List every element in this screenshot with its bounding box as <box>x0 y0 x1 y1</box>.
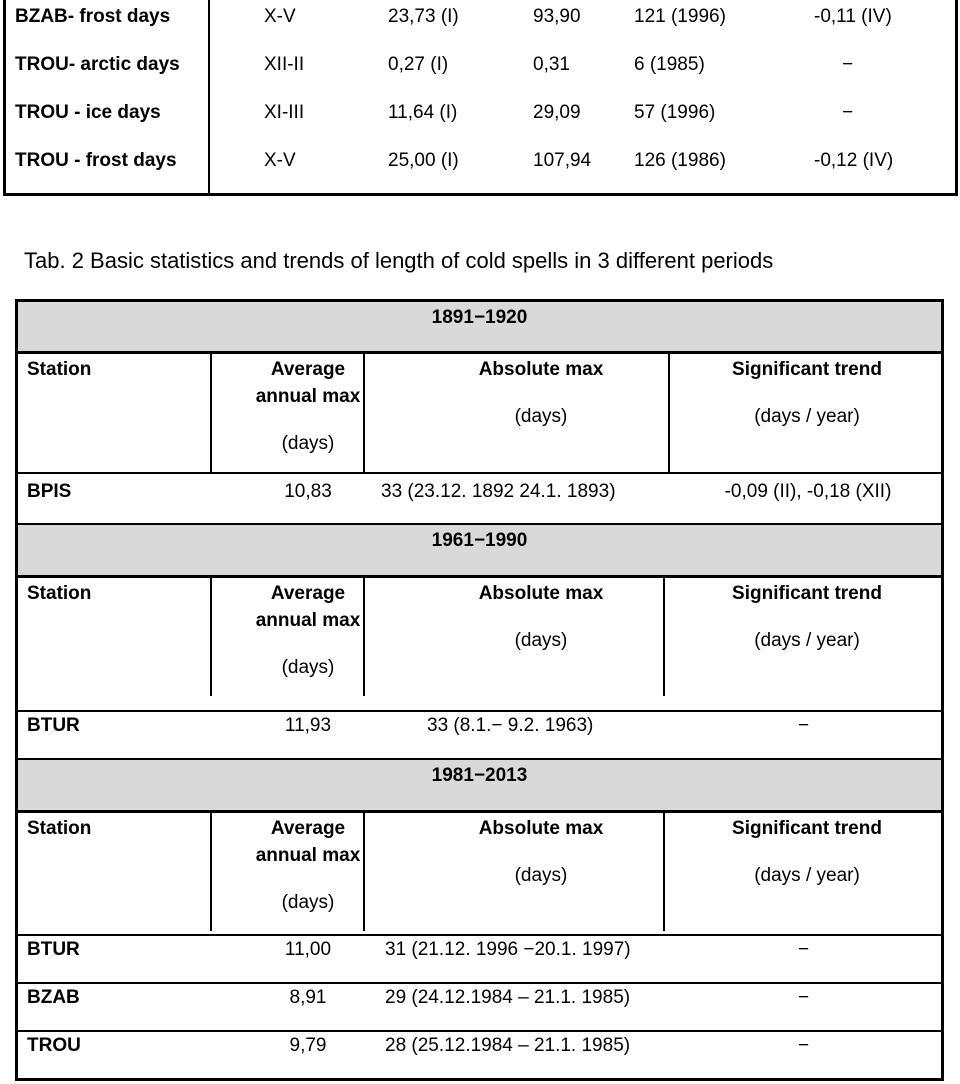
row-absolute-max: 33 (23.12. 1892 24.1. 1893) <box>381 481 616 502</box>
header-trend: Significant trend <box>732 583 882 604</box>
row-divider <box>18 982 941 984</box>
header-station: Station <box>27 359 92 380</box>
row-trend: -0,11 (IV) <box>814 6 892 27</box>
row-absolute-max: 33 (8.1.− 9.2. 1963) <box>427 715 594 736</box>
row-average: 11,93 <box>284 715 332 736</box>
header-trend: Significant trend <box>732 359 882 380</box>
header-trend-unit: (days / year) <box>754 630 860 651</box>
column-divider <box>210 578 212 696</box>
header-station: Station <box>27 818 92 839</box>
header-absolute-unit: (days) <box>514 406 568 427</box>
header-station: Station <box>27 583 92 604</box>
row-average: 11,00 <box>284 939 332 960</box>
row-average: 8,91 <box>289 987 327 1008</box>
table-row <box>6 144 955 192</box>
header-average-line2: annual max <box>255 845 361 866</box>
row-absolute-max: 29 (24.12.1984 – 21.1. 1985) <box>385 987 631 1008</box>
row-name: TROU- arctic days <box>15 54 180 75</box>
header-trend-unit: (days / year) <box>754 406 860 427</box>
header-trend: Significant trend <box>732 818 882 839</box>
row-variance: 107,94 <box>533 150 592 171</box>
period-header <box>18 760 941 813</box>
row-variance: 93,90 <box>533 6 581 27</box>
row-station: TROU <box>27 1035 81 1056</box>
row-divider <box>18 710 941 712</box>
row-divider <box>18 934 941 936</box>
row-divider <box>18 1030 941 1032</box>
column-divider <box>210 813 212 931</box>
row-trend: − <box>798 715 810 736</box>
row-absolute-max: 28 (25.12.1984 – 21.1. 1985) <box>385 1035 631 1056</box>
period-label: 1891−1920 <box>431 307 528 328</box>
row-average: 25,00 (I) <box>388 150 459 171</box>
header-absolute-unit: (days) <box>514 865 568 886</box>
row-station: BZAB <box>27 987 80 1008</box>
row-trend: − <box>798 939 810 960</box>
row-absolute-max: 31 (21.12. 1996 −20.1. 1997) <box>385 939 631 960</box>
header-average-unit: (days) <box>281 892 335 913</box>
row-trend: − <box>798 987 810 1008</box>
header-average-unit: (days) <box>281 657 335 678</box>
row-months: X-V <box>264 150 296 171</box>
row-trend: − <box>798 1035 810 1056</box>
header-average: Average <box>270 359 346 380</box>
header-trend-unit: (days / year) <box>754 865 860 886</box>
header-average: Average <box>270 583 346 604</box>
row-average: 10,83 <box>284 481 332 502</box>
table-row <box>6 0 955 48</box>
header-average-line2: annual max <box>255 386 361 407</box>
row-trend: -0,12 (IV) <box>814 150 894 171</box>
header-absolute-unit: (days) <box>514 630 568 651</box>
period-label: 1961−1990 <box>431 530 528 551</box>
row-station: BTUR <box>27 715 80 736</box>
row-name: BZAB- frost days <box>15 6 171 27</box>
row-name: TROU - ice days <box>15 102 161 123</box>
row-months: X-V <box>264 6 296 27</box>
column-divider <box>210 354 212 472</box>
row-months: XII-II <box>264 54 305 75</box>
row-trend: − <box>842 102 854 123</box>
row-average: 23,73 (I) <box>388 6 459 27</box>
row-months: XI-III <box>264 102 305 123</box>
row-variance: 0,31 <box>533 54 570 75</box>
row-max: 121 (1996) <box>634 6 726 27</box>
row-max: 126 (1986) <box>634 150 726 171</box>
header-absolute-max: Absolute max <box>478 359 604 380</box>
row-name: TROU - frost days <box>15 150 177 171</box>
header-average-line2: annual max <box>255 610 361 631</box>
table-row <box>6 48 955 96</box>
header-absolute-max: Absolute max <box>478 818 604 839</box>
table-caption: Tab. 2 Basic statistics and trends of length of cold spells in 3 different periods <box>24 248 774 273</box>
row-divider <box>18 472 941 474</box>
table-row <box>6 96 955 144</box>
header-average: Average <box>270 818 346 839</box>
row-average: 11,64 (I) <box>388 102 458 123</box>
period-label: 1981−2013 <box>431 765 528 786</box>
period-header <box>18 302 941 354</box>
row-average: 9,79 <box>289 1035 327 1056</box>
cold-spells-table <box>15 299 944 1081</box>
header-average-unit: (days) <box>281 433 335 454</box>
header-absolute-max: Absolute max <box>478 583 604 604</box>
row-max: 57 (1996) <box>634 102 716 123</box>
row-station: BPIS <box>27 481 72 502</box>
row-variance: 29,09 <box>533 102 581 123</box>
period-header <box>18 525 941 578</box>
row-station: BTUR <box>27 939 80 960</box>
row-max: 6 (1985) <box>634 54 705 75</box>
row-average: 0,27 (I) <box>388 54 449 75</box>
row-trend: -0,09 (II), -0,18 (XII) <box>724 481 892 502</box>
row-trend: − <box>842 54 854 75</box>
cold-days-table-continuation <box>3 0 958 196</box>
